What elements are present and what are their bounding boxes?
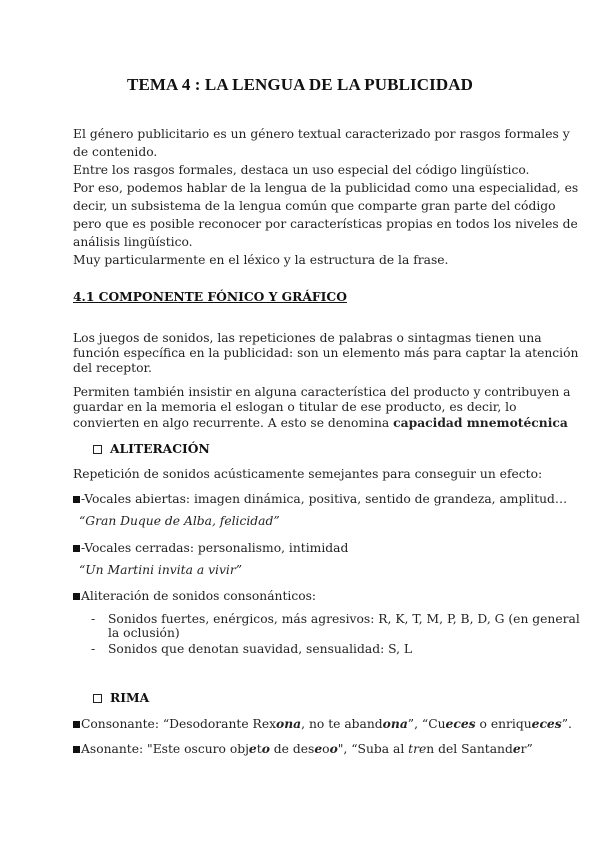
rima-label: RIMA [110, 690, 150, 705]
para2-line [73, 415, 568, 431]
para2-last-text: convierten en algo recurrente. A esto se denomina [73, 416, 394, 430]
text-run: Consonante: “Desodorante Rex [81, 717, 277, 731]
text-run: , no te aband [301, 717, 383, 731]
text-run: r” [520, 742, 533, 756]
checkbox-icon [93, 694, 102, 703]
rhyme-emph: e [314, 741, 323, 756]
list-item-line: Sonidos fuertes, enérgicos, más agresivos: R, K, T, M, P, B, D, G (en general [108, 612, 580, 626]
section-heading: 4.1 COMPONENTE FÓNICO Y GRÁFICO [73, 289, 347, 304]
list-dash: - [91, 612, 96, 626]
intro-line: Por eso, podemos hablar de la lengua de la publicidad como una especialidad, es [73, 181, 579, 195]
intro-line: pero que es posible reconocer por características propias en todos los niveles de [73, 217, 578, 231]
bullet-square-icon [73, 746, 80, 753]
vocales-cerradas-text: -Vocales cerradas: personalismo, intimidad [81, 541, 349, 555]
bullet-square-icon [73, 593, 80, 600]
rhyme-emph: eces [445, 716, 476, 731]
intro-line: análisis lingüístico. [73, 235, 193, 249]
quote-martini: “Un Martini invita a vivir” [79, 563, 242, 577]
rhyme-emph: o [261, 741, 270, 756]
list-item-line: la oclusión) [108, 626, 180, 640]
intro-line: Muy particularmente en el léxico y la estructura de la frase. [73, 253, 449, 267]
vocales-abiertas [73, 490, 567, 508]
text-run: o [322, 742, 330, 756]
intro-line: Entre los rasgos formales, destaca un uso especial del código lingüístico. [73, 163, 530, 177]
vocales-cerradas [73, 539, 348, 557]
list-dash: - [91, 642, 96, 656]
rhyme-emph: e [512, 741, 521, 756]
para2-line: guardar en la memoria el eslogan o titular de ese producto, es decir, lo [73, 400, 517, 414]
text-run: de des [269, 742, 315, 756]
rhyme-emph: e [248, 741, 257, 756]
rhyme-emph: ona [382, 716, 408, 731]
text-run: n del Santand [426, 742, 513, 756]
text-run: t [256, 742, 262, 756]
bullet-square-icon [73, 545, 80, 552]
checkbox-icon [93, 445, 102, 454]
aliteracion-heading [93, 441, 210, 456]
consonanticos-text: Aliteración de sonidos consonánticos: [81, 589, 317, 603]
text-run: ”, “Cu [407, 717, 446, 731]
para2-line: Permiten también insistir en alguna característica del producto y contribuyen a [73, 385, 571, 399]
rima-heading [93, 690, 149, 705]
rhyme-emph: tre [408, 742, 427, 756]
page-title: TEMA 4 : LA LENGUA DE LA PUBLICIDAD [127, 75, 473, 94]
rhyme-emph: o [329, 741, 338, 756]
para1-line: del receptor. [73, 361, 152, 375]
rhyme-emph: ona [276, 716, 302, 731]
intro-line: decir, un subsistema de la lengua común que comparte gran parte del código [73, 199, 556, 213]
intro-line: El género publicitario es un género textual caracterizado por rasgos formales y [73, 127, 570, 141]
quote-gran-duque: “Gran Duque de Alba, felicidad” [79, 514, 280, 528]
bullet-square-icon [73, 721, 80, 728]
rima-asonante [73, 740, 533, 758]
para1-line: Los juegos de sonidos, las repeticiones de palabras o sintagmas tienen una [73, 331, 542, 345]
text-run: Asonante: "Este oscuro obj [81, 742, 249, 756]
aliteracion-label: ALITERACIÓN [110, 441, 210, 456]
list-item-line: Sonidos que denotan suavidad, sensualidad: S, L [108, 642, 413, 656]
rhyme-emph: eces [531, 716, 562, 731]
vocales-abiertas-text: -Vocales abiertas: imagen dinámica, positiva, sentido de grandeza, amplitud… [81, 492, 568, 506]
aliteracion-definition: Repetición de sonidos acústicamente semejantes para conseguir un efecto: [73, 467, 543, 481]
bullet-square-icon [73, 496, 80, 503]
rima-consonante [73, 715, 572, 733]
text-run: o enriqu [475, 717, 532, 731]
consonanticos [73, 587, 316, 605]
para1-line: función específica en la publicidad: son un elemento más para captar la atención [73, 346, 579, 360]
text-run: ", “Suba al [337, 742, 409, 756]
text-run: ”. [561, 717, 572, 731]
capacidad-mnemotecnica: capacidad mnemotécnica [393, 415, 568, 430]
intro-line: de contenido. [73, 145, 158, 159]
